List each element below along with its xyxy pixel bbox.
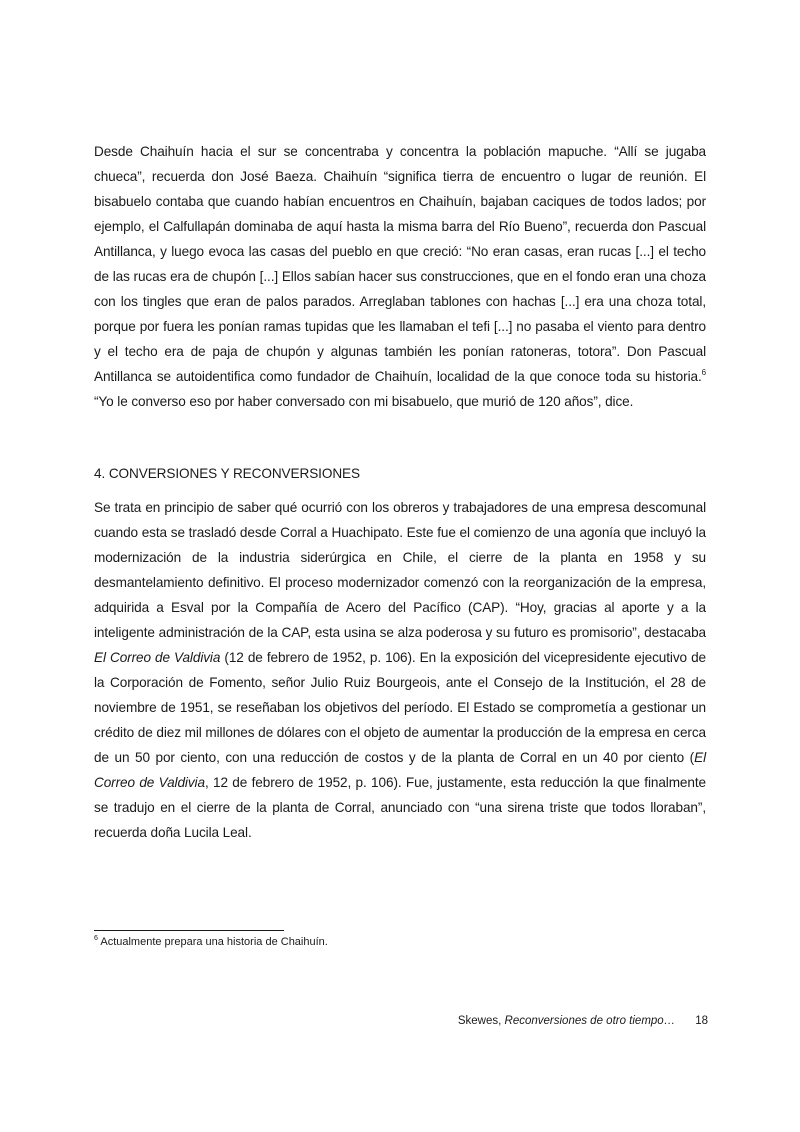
- paragraph-text: Desde Chaihuín hacia el sur se concentraba y concentra la población mapuche. “Allí se jugaba chueca”, recuerda don José Baeza. Chaihuín “significa tierra de encuentro o lugar de reunión. El bisabuelo contaba que cuando habían encuentros en Chaihuín, bajaban caciques de todos lados; por ejemplo, el Calfullapán dominaba de aquí hasta la misma barra del Río Bueno”, recuerda don Pascual Antillanca, y luego evoca las casas del pueblo en que creció: “No eran casas, eran rucas [...] el techo de las rucas era de chupón [...] Ellos sabían hacer sus construcciones, que en el fondo eran una choza con los tingles que eran de palos parados. Arreglaban tablones con hachas [...] era una choza total, porque por fuera les ponían ramas tupidas que les llamaban el tefi [...] no pasaba el viento para dentro y el techo era de paja de chupón y algunas también les ponían ratoneras, totora”. Don Pascual Antillanca se autoidentifica como fundador de Chaihuín, localidad de la que conoce toda su historia.: [94, 144, 706, 384]
- paragraph-text: , 12 de febrero de 1952, p. 106). Fue, justamente, esta reducción la que finalmente se tradujo en el cierre de la planta de Corral, anunciado con “una sirena triste que todos lloraban”, recuerda doña Lucila Leal.: [94, 775, 706, 840]
- footnote-divider: [94, 930, 284, 931]
- paragraph-text: “Yo le converso eso por haber conversado con mi bisabuelo, que murió de 120 años”, dice.: [94, 394, 634, 409]
- paragraph-text: Se trata en principio de saber qué ocurrió con los obreros y trabajadores de una empresa descomunal cuando esta se trasladó desde Corral a Huachipato. Este fue el comienzo de una agonía que incluyó la modernización de la industria siderúrgica en Chile, el cierre de la planta en 1958 y su desmantelamiento definitivo. El proceso modernizador comenzó con la reorganización de la empresa, adquirida a Esval por la Compañía de Acero del Pacífico (CAP). “Hoy, gracias al aporte y a la inteligente administración de la CAP, esta usina se alza poderosa y su futuro es promisorio”, destacaba: [94, 500, 706, 640]
- running-footer: [458, 1014, 708, 1028]
- paragraph-conversiones: [94, 495, 706, 845]
- footnote-number: 6: [94, 935, 98, 942]
- paragraph-chaihuin: [94, 139, 706, 414]
- footnote-text: Actualmente prepara una historia de Chaihuín.: [97, 936, 328, 948]
- italic-citation: El Correo de Valdivia: [94, 750, 706, 790]
- page-number: 18: [695, 1015, 708, 1027]
- footnote: [94, 935, 328, 949]
- footer-author: Skewes,: [457, 1015, 505, 1027]
- section-heading: 4. CONVERSIONES Y RECONVERSIONES: [94, 466, 360, 481]
- footnote-reference[interactable]: 6: [701, 368, 706, 377]
- italic-citation: El Correo de Valdivia: [94, 650, 221, 665]
- paragraph-text: (12 de febrero de 1952, p. 106). En la exposición del vicepresidente ejecutivo de la Corporación de Fomento, señor Julio Ruiz Bourgeois, ante el Consejo de la Institución, el 28 de noviembre de 1951, se reseñaban los objetivos del período. El Estado se comprometía a gestionar un crédito de diez mil millones de dólares con el objeto de aumentar la producción de la empresa en cerca de un 50 por ciento, con una reducción de costos y de la planta de Corral en un 40 por ciento (: [94, 650, 706, 765]
- footer-title: Reconversiones de otro tiempo…: [504, 1015, 676, 1027]
